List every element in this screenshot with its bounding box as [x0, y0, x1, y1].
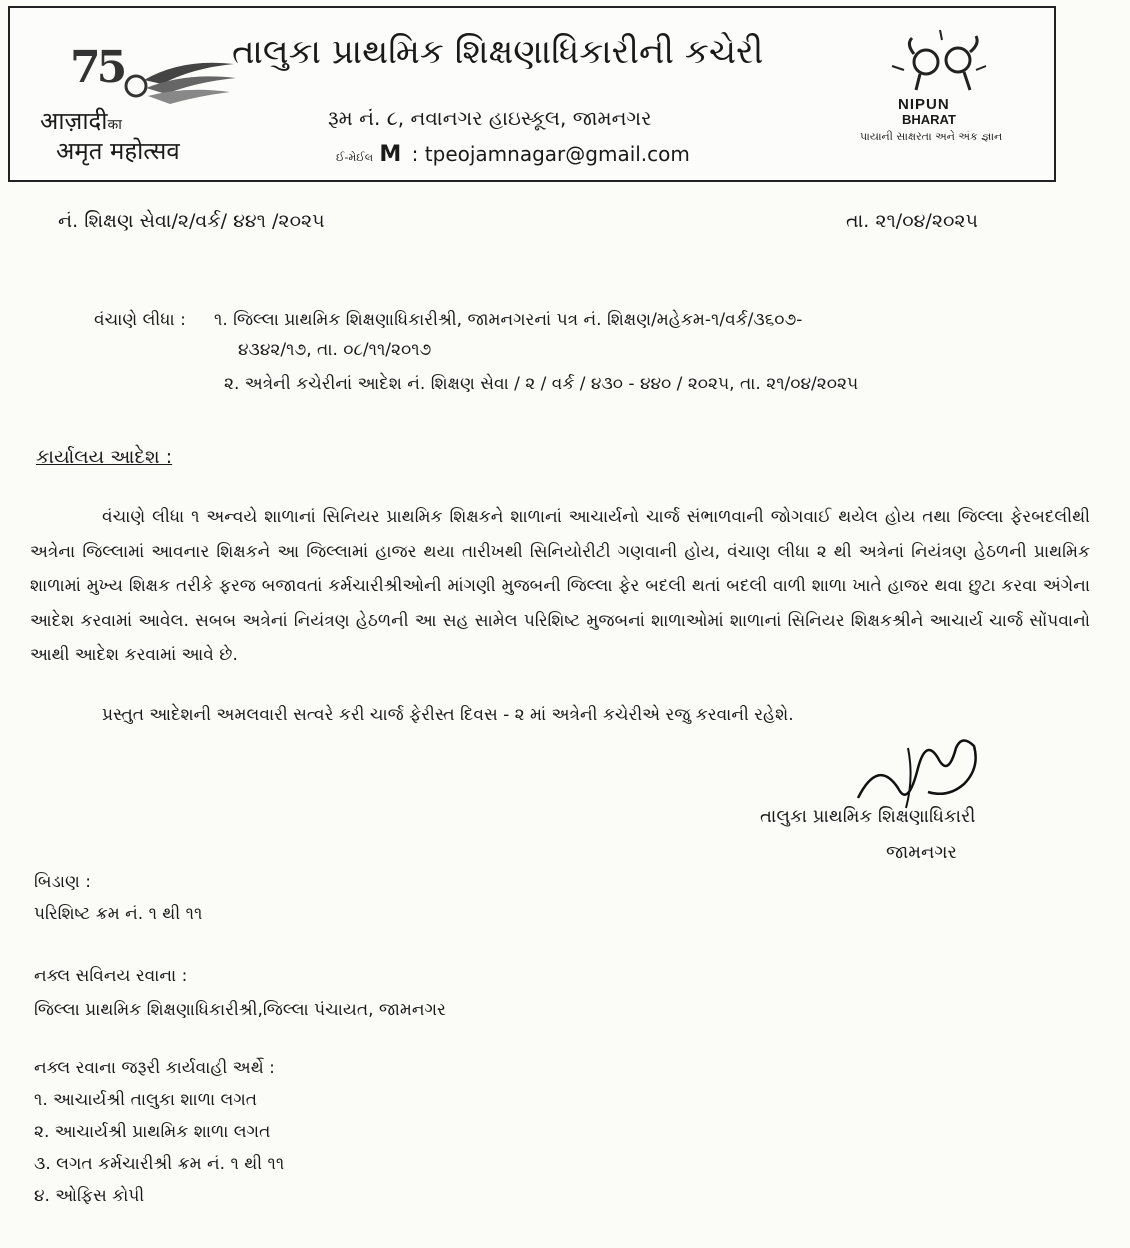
azadi-ka-amrit-mahotsav-logo [30, 36, 250, 176]
nipun-tagline: પાયાની સાક્ષરતા અને અંક જ્ઞાન [860, 130, 1003, 143]
flag-wings-icon [122, 50, 242, 110]
reference-number: નં. શિક્ષણ સેવા/૨/વર્ક/ ૪૪૧ /૨૦૨૫ [58, 210, 325, 232]
email-address: tpeojamnagar@gmail.com [424, 142, 690, 166]
nipun-text: NIPUN [898, 96, 950, 113]
order-paragraph-2: પ્રસ્તુત આદેશની અમલવારી સત્વરે કરી ચાર્જ ફેરીસ્ત દિવસ - ૨ માં અત્રેની કચેરીએ રજુ કરવાની રહેશે. [102, 705, 794, 725]
reference-item-2: ૨. અત્રેની કચેરીનાં આદેશ નં. શિક્ષણ સેવા / ૨ / વર્ક / ૪૩૦ - ૪૪૦ / ૨૦૨૫, તા. ૨૧/૦૪/૨૦૨૫ [224, 374, 859, 394]
bharat-text: BHARAT [902, 112, 956, 127]
nipun-bharat-logo [846, 26, 1046, 176]
logo-line-2: अमृत महोत्सव [56, 137, 180, 165]
reference-item-1: ૧. જિલ્લા પ્રાથમિક શિક્ષણાધિકારીશ્રી, જામનગરનાં પત્ર નં. શિક્ષણ/મહેકમ-૧/વર્ક/૩૬૦૭- [214, 310, 803, 330]
copy-to-text: જિલ્લા પ્રાથમિક શિક્ષણાધિકારીશ્રી,જિલ્લા પંચાયત, જામનગર [34, 1000, 446, 1020]
email-colon: : [411, 142, 419, 166]
children-illustration-icon [886, 26, 996, 106]
letter-date: તા. ૨૧/૦૪/૨૦૨૫ [846, 210, 979, 232]
letterhead [8, 6, 1056, 182]
email-prefix: ઈ-મેઈલ [336, 151, 374, 164]
logo-line-1: आज़ादीका [40, 107, 122, 135]
copy-action-item-4: ૪. ઓફિસ કોપી [34, 1186, 145, 1206]
signatory-title: તાલુકા પ્રાથમિક શિક્ષણાધિકારી [760, 806, 976, 827]
signatory-place: જામનગર [886, 842, 957, 863]
office-title: તાલુકા પ્રાથમિક શિક્ષણાધિકારીની કચેરી [232, 32, 764, 72]
logo-75-number: 75 [70, 42, 124, 93]
copy-action-item-1: ૧. આચાર્યશ્રી તાલુકા શાળા લગત [34, 1090, 258, 1110]
email-row [336, 142, 690, 167]
copy-action-item-2: ૨. આચાર્યશ્રી પ્રાથમિક શાળા લગત [34, 1122, 271, 1142]
office-address: રૂમ નં. ૮, નવાનગર હાઇસ્કૂલ, જામનગર [328, 106, 652, 130]
reference-item-1-cont: ૪૩૪૨/૧૭, તા. ૦૮/૧૧/૨૦૧૭ [238, 340, 432, 360]
copy-action-label: નક્લ રવાના જરૂરી કાર્યવાહી અર્થે : [34, 1058, 275, 1078]
enclosure-label: બિડાણ : [34, 872, 91, 892]
copy-action-item-3: ૩. લગત કર્મચારીશ્રી ક્રમ નં. ૧ થી ૧૧ [34, 1154, 285, 1174]
mail-icon: M [379, 142, 402, 167]
copy-to-label: નક્લ સવિનય રવાના : [34, 966, 188, 986]
references-label: વંચાણે લીધા : [94, 310, 186, 330]
office-order-heading: કાર્યાલય આદેશ : [36, 446, 173, 468]
enclosure-text: પરિશિષ્ટ ક્રમ નં. ૧ થી ૧૧ [34, 904, 203, 924]
order-paragraph-1: વંચાણે લીધા ૧ અન્વયે શાળાનાં સિનિયર પ્રાથમિક શિક્ષકને શાળાનાં આચાર્યનો ચાર્જ સંભાળવાની જોગવાઈ થયેલ હોય તથા જિલ્લા ફેરબદલીથી અત્રેના જિલ્લામાં આવનાર શિક્ષકને આ જિલ્લામાં હાજર થયા તારીખથી સિનિયોરીટી ગણવાની હોય, વંચાણ લીધા ૨ થી અત્રેનાં નિયંત્રણ હેઠળની પ્રાથમિક શાળામાં મુખ્ય શિક્ષક તરીકે ફરજ બજાવતાં કર્મચારીશ્રીઓની માંગણી મુજબની જિલ્લા ફેર બદલી થતાં બદલી વાળી શાળા ખાતે હાજર થવા છુટા કરવા અંગેના આદેશ કરવામાં આવેલ. સબબ અત્રેનાં નિયંત્રણ હેઠળની આ સહ સામેલ પરિશિષ્ટ મુજબનાં શાળાઓમાં શાળાનાં સિનિયર શિક્ષકશ્રીને આચાર્ય ચાર્જ સોંપવાનો આથી આદેશ કરવામાં આવે છે. [30, 507, 1090, 666]
